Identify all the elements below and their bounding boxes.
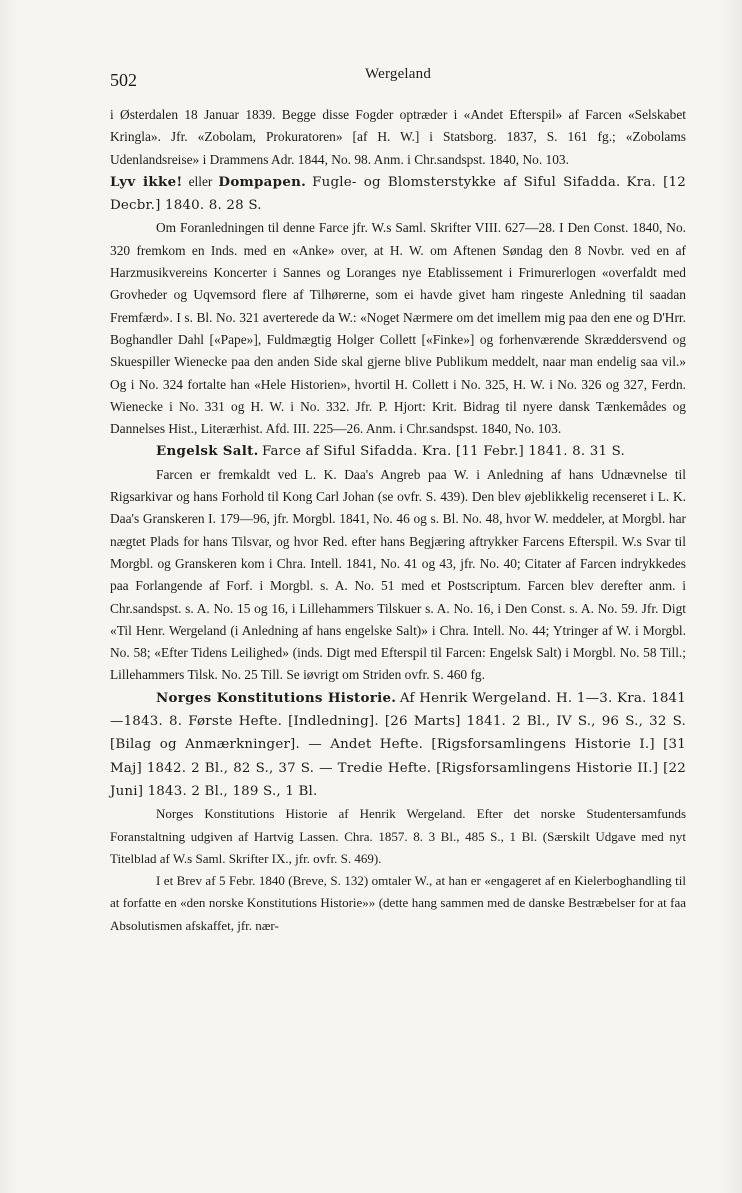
entry-title: Engelsk Salt. <box>156 443 259 460</box>
entry-engelsk-salt <box>110 440 686 463</box>
intro-paragraph: i Østerdalen 18 Januar 1839. Begge disse Fogder optræder i «Andet Efterspil» af Farcen «Selskabet Kringla». Jfr. «Zobolam, Prokuratoren» [af H. W.] i Statsborg. 1837, S. 161 fg.; «Zobolams Udenlandsreise» i Drammens Adr. 1844, No. 98. Anm. i Chr.sandspst. 1840, No. 103. <box>110 107 686 167</box>
entry-description: Farce af Siful Sifadda. Kra. [11 Febr.] 1841. 8. 31 S. <box>261 444 626 460</box>
entry-konstitutions-historie <box>110 687 686 803</box>
entry-lyv-ikke <box>110 171 686 218</box>
entry-commentary: Om Foranledningen til denne Farce jfr. W.s Saml. Skrifter VIII. 627—28. I Den Const. 1840, No. 320 fremkom en Inds. med en «Anke» over, at H. W. om Aftenen Søndag den 8 Novbr. ved en af Harzmusikvereins Koncerter i Sannes og Loranges nye Etablissement i Frimurerlogen «overfaldt med Grovheder og Uqvemsord flere af Tilhørerne, som ei havde givet ham ringeste Anledning til saadan Fremfærd». I s. Bl. No. 321 averterede da W.: «Noget Nærmere om det imellem mig paa den ene og D'Hrr. Boghandler Dahl [«Pape»], Fuldmægtig Holger Collett [«Finke»] og forhenværende Skræddersvend og Skuespiller Wienecke paa den anden Side skal gjerne blive Publikum meddelt, naar man endelig saa vil.» Og i No. 324 fortalte han «Hele Historien», hvortil H. Collett i No. 325, H. W. i No. 326 og 327, Ferdn. Wienecke i No. 331 og H. W. i No. 332. Jfr. P. Hjort: Krit. Bidrag til nyere dansk Tænkemådes og Dannelses Hist., Literærhist. Afd. III. 225—26. Anm. i Chr.sandspst. 1840, No. 103. <box>110 220 686 437</box>
entry-commentary: Norges Konstitutions Historie af Henrik Wergeland. Efter det norske Studentersamfunds Foranstaltning udgiven af Hartvig Lassen. Chra. 1857. 8. 3 Bl., 485 S., 1 Bl. (Særskilt Udgave med nyt Titelblad af W.s Saml. Skrifter IX., jfr. ovfr. S. 469). <box>110 806 686 866</box>
entry-commentary-continued: I et Brev af 5 Febr. 1840 (Breve, S. 132) omtaler W., at han er «engageret af en Kielerboghandling til at forfatte en «den norske Konstitutions Historie»» (dette hang sammen med de danske Bestræbelser for at faa Absolutismen afskaffet, jfr. nær- <box>110 873 686 933</box>
entry-title-connector: eller <box>188 173 213 189</box>
entry-imprint: Kra. [12 Decbr.] 1840. 8. 28 S. <box>110 174 686 214</box>
entry-title: Norges Konstitutions Historie. <box>156 689 397 706</box>
entry-commentary: Farcen er fremkaldt ved L. K. Daa's Angreb paa W. i Anledning af hans Udnævnelse til Rigsarkivar og hans Forhold til Kong Carl Johan (se ovfr. S. 439). Den blev øjeblikkelig recenseret i L. K. Daa's Granskeren I. 179—96, jfr. Morgbl. 1841, No. 46 og s. Bl. No. 48, hvor W. meddeler, at Morgbl. har nægtet Plads for hans Tilsvar, og hvor Red. efter hans Begjæring aftrykker Farcens Efterspil. W.s Svar til Morgbl. og Granskeren kom i Chra. Intell. 1841, No. 41 og 43, jfr. No. 40; Citater af Farcen indrykkedes paa Forlangende af Forf. i Morgbl. s. A. No. 51 med et Postscriptum. Farcen blev derefter anm. i Chr.sandspst. s. A. No. 15 og 16, i Lillehammers Tilskuer s. A. No. 16, i Den Const. s. A. No. 59. Jfr. Digt «Til Henr. Wergeland (i Anledning af hans engelske Salt)» i Chra. Intell. No. 44; Ytringer af W. i Morgbl. No. 58; «Efter Tidens Leilighed» (inds. Digt med Efterspil til Farcen: Engelsk Salt) i Morgbl. No. 58 Till.; Lillehammers Tilsk. No. 25 Till. Se iøvrigt om Striden ovfr. S. 460 fg. <box>110 466 686 683</box>
page-body <box>110 104 686 937</box>
entry-description: Fugle- og Blomsterstykke af Siful Sifadda. <box>312 174 621 190</box>
entry-title: Lyv ikke! <box>110 173 183 190</box>
page-header <box>110 66 686 92</box>
entry-subtitle: Dompapen. <box>218 173 307 190</box>
page-number: 502 <box>110 70 137 90</box>
running-head: Wergeland <box>364 66 432 82</box>
entry-description: Af Henrik Wergeland. H. 1—3. Kra. 1841—1843. 8. Første Hefte. [Indledning]. [26 Marts] 1841. 2 Bl., IV S., 96 S., 32 S. [Bilag og Anmærkninger]. — Andet Hefte. [Rigsforsamlingens Historie I.] [31 Maj] 1842. 2 Bl., 82 S., 37 S. — Tredie Hefte. [Rigsforsamlingens Historie II.] [22 Juni] 1843. 2 Bl., 189 S., 1 Bl. <box>110 690 686 799</box>
